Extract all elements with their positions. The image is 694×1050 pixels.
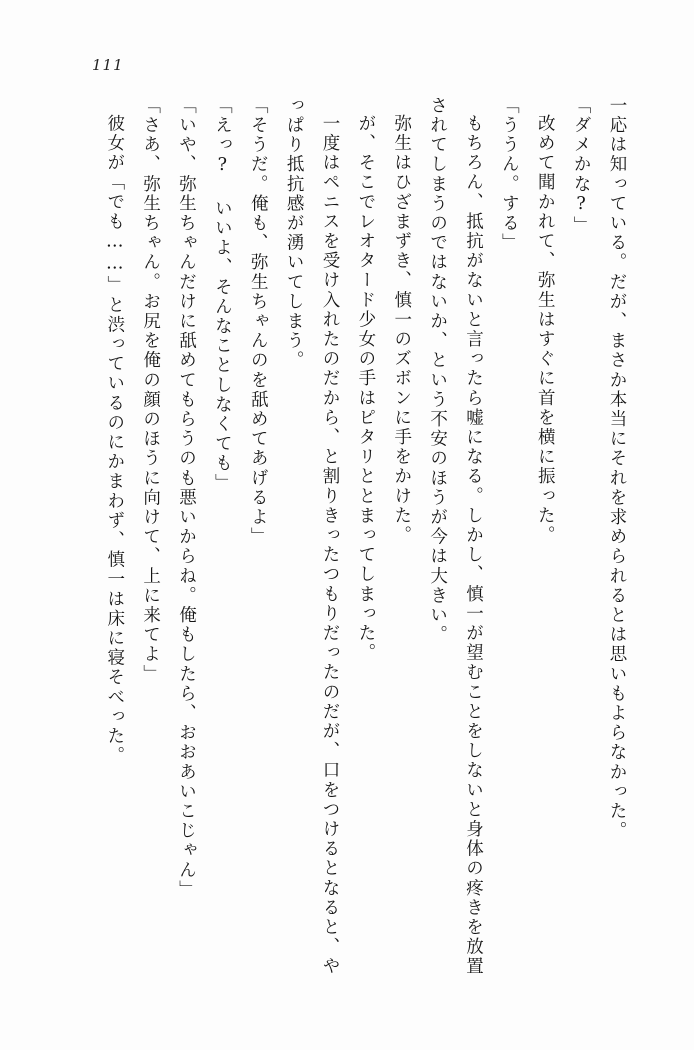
paragraph: 「ううん。する」 [499,96,520,253]
paragraph: 「えっ? いいよ、そんなことしなくても」 [212,96,233,493]
paragraph: もちろん、抵抗がないと言ったら嘘になる。しかし、慎一が望むことをしないと身体の疼きを放置されてしまうのではないか、という不安のほうが今は大きい。 [427,96,484,976]
paragraph: 「そうだ。俺も、弥生ちゃんのを舐めてあげるよ」 [248,96,269,547]
paragraph: 彼女が「でも……」と渋っているのにかまわず、慎一は床に寝そべった。 [104,113,125,766]
paragraph: 「いや、弥生ちゃんだけに舐めてもらうのも悪いからね。俺もしたら、おおあいこじゃん」 [176,96,197,900]
paragraph: 弥生はひざまずき、慎一のズボンに手をかけた。 [391,113,412,545]
paragraph: 「ダメかな?」 [571,96,592,236]
paragraph: 一応は知っている。だが、まさか本当にそれを求められるとは思いもよらなかった。 [607,96,627,841]
paragraph: 改めて聞かれて、弥生はすぐに首を横に振った。 [535,113,556,545]
paragraph: が、そこでレオタード少女の手はピタリととまってしまった。 [355,113,376,663]
page-body-text [60,96,634,976]
paragraph: 一度はペニスを受け入れたのだから、と割りきったつもりだったのだが、口をつけるとなると、やっぱり抵抗感が湧いてしまう。 [284,96,340,976]
page-number: 111 [92,56,124,74]
paragraph: 「さあ、弥生ちゃん。お尻を俺の顔のほうに向けて、上に来てよ」 [140,96,161,684]
